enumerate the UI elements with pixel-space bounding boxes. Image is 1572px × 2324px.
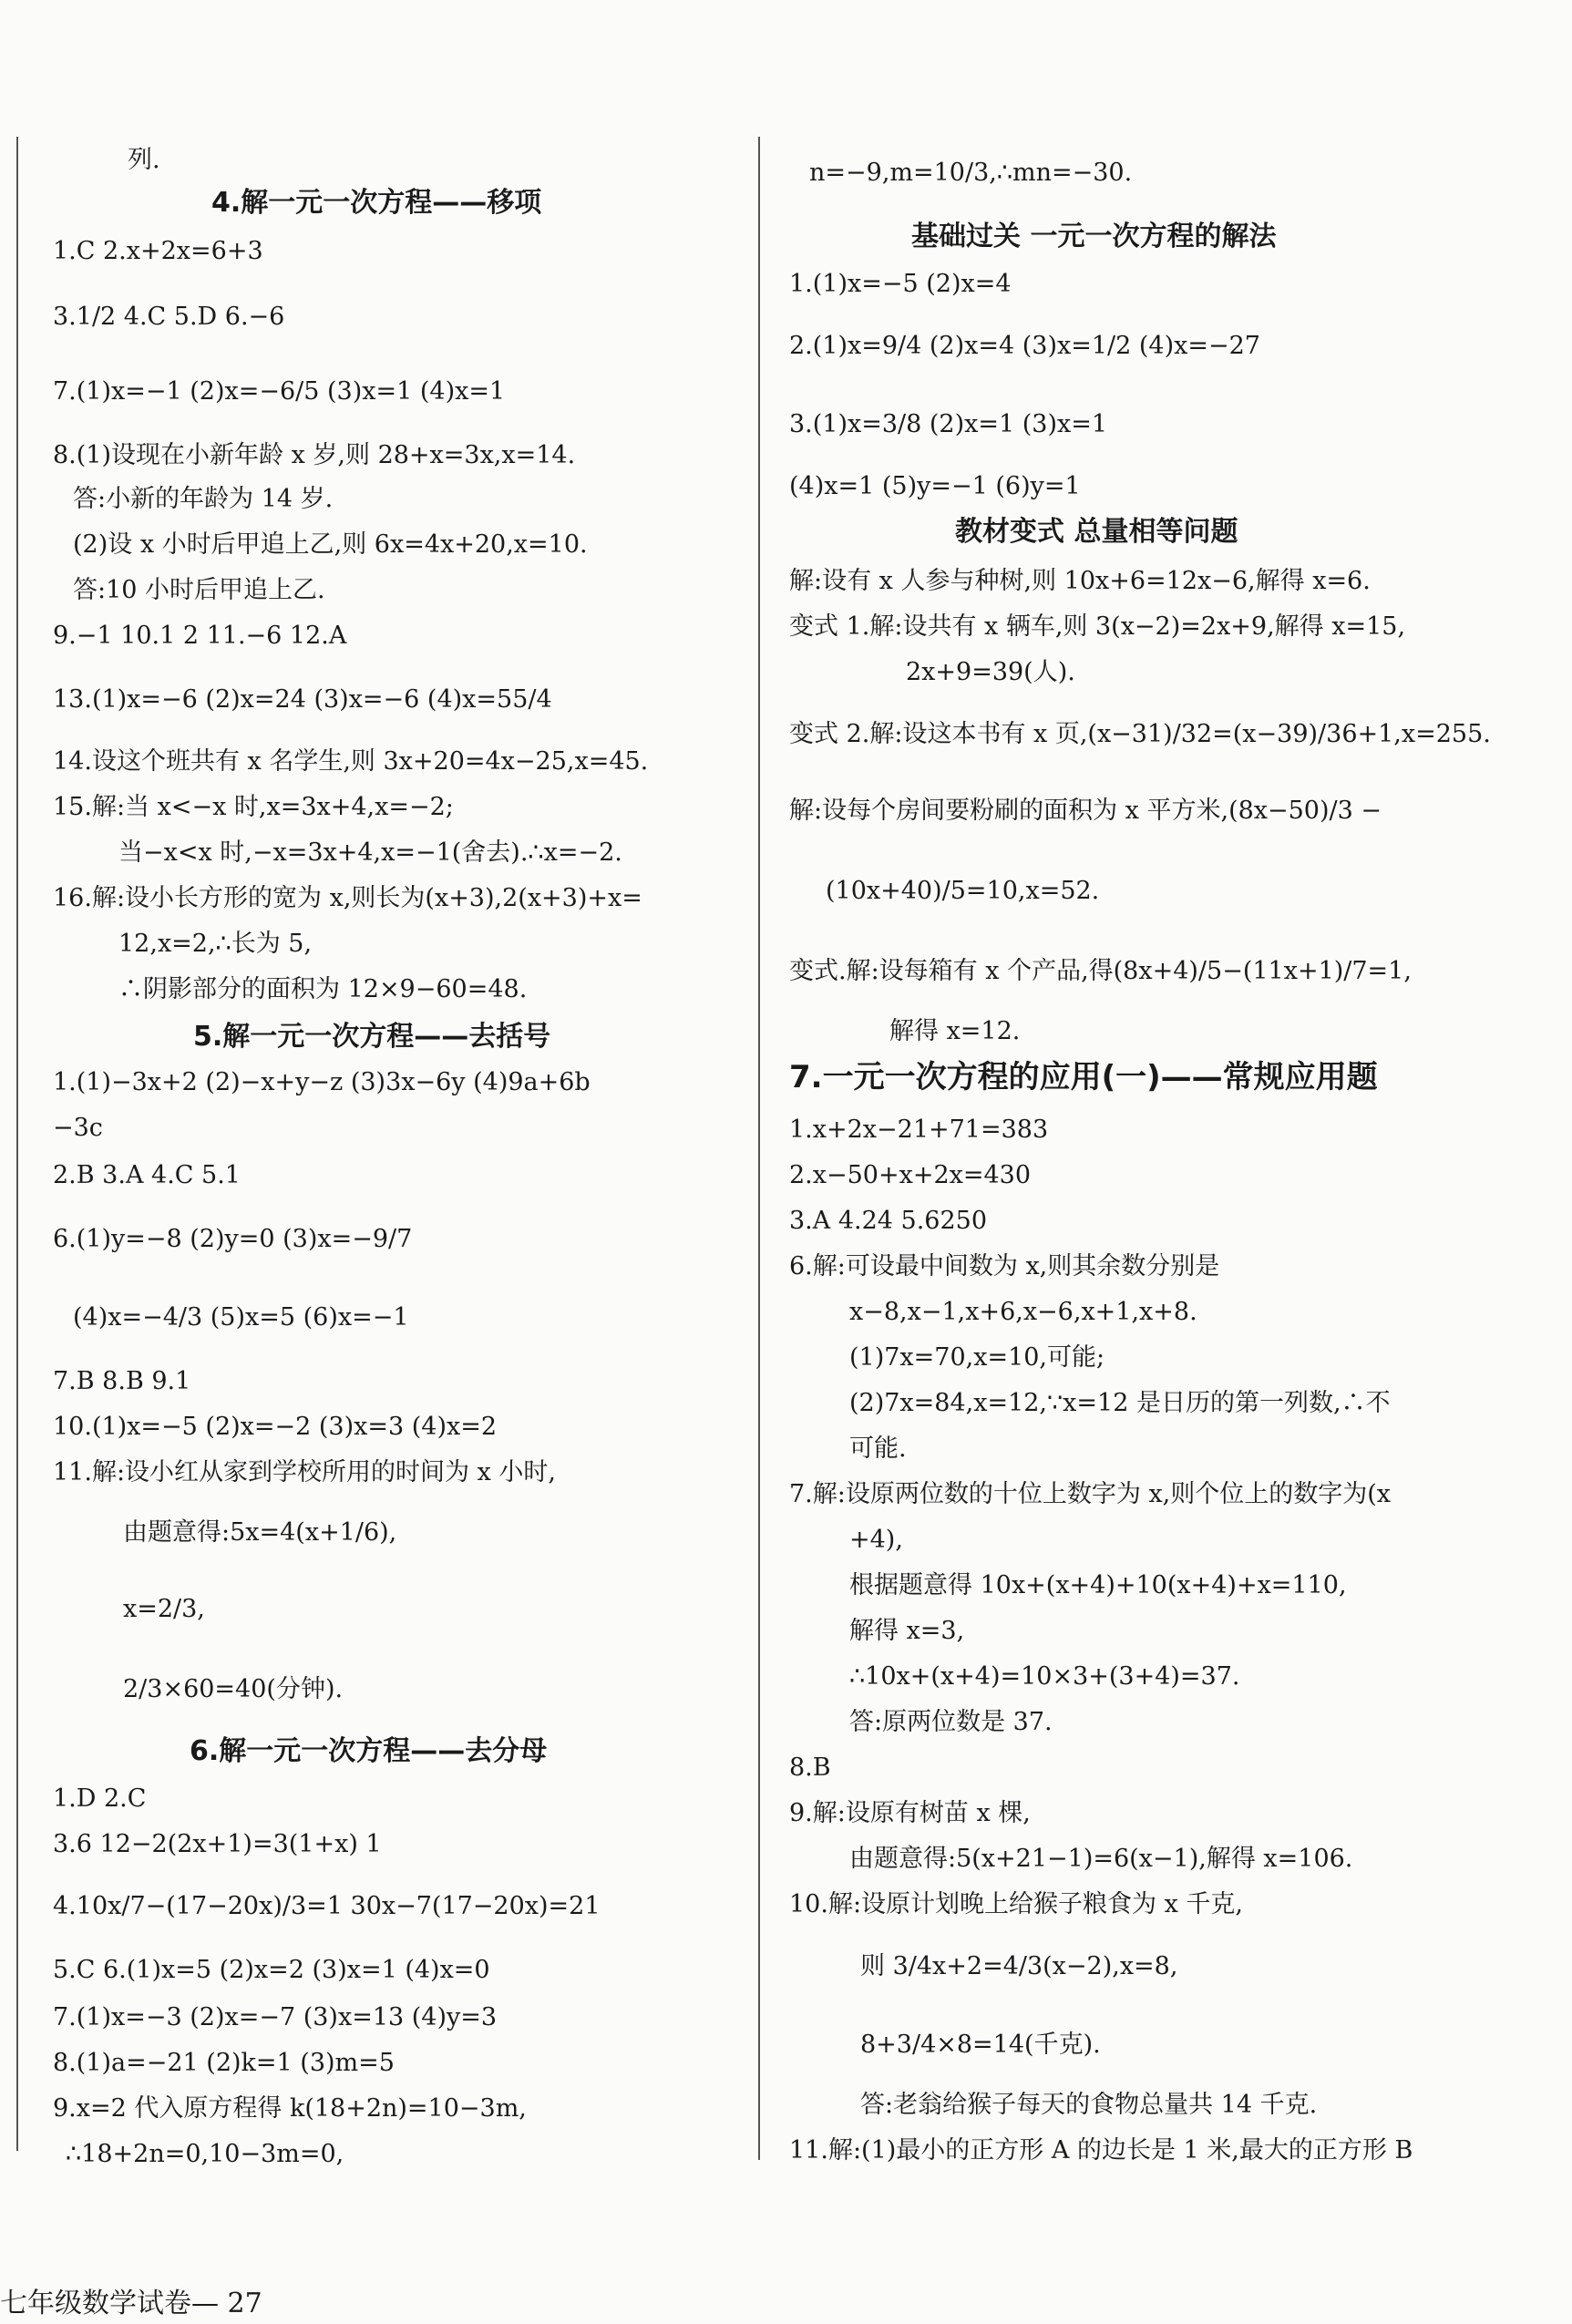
text-line: 9.解:设原有树苗 x 棵,: [789, 1799, 1031, 1827]
text-line: 3.A 4.24 5.6250: [789, 1207, 988, 1235]
text-line: 当−x<x 时,−x=3x+4,x=−1(舍去).∴x=−2.: [118, 838, 622, 867]
text-line: 2.(1)x=9/4 (2)x=4 (3)x=1/2 (4)x=−27: [789, 332, 1260, 360]
text-line: 由题意得:5x=4(x+1/6),: [123, 1518, 397, 1547]
text-line: (4)x=1 (5)y=−1 (6)y=1: [789, 472, 1081, 500]
text-line: 列.: [128, 146, 160, 174]
text-line: ∴10x+(x+4)=10×3+(3+4)=37.: [849, 1662, 1240, 1691]
column-divider: [758, 137, 760, 2160]
text-line: (4)x=−4/3 (5)x=5 (6)x=−1: [73, 1303, 409, 1332]
text-line: ∴18+2n=0,10−3m=0,: [66, 2140, 344, 2168]
section-heading: 7.一元一次方程的应用(一)——常规应用题: [789, 1059, 1378, 1095]
text-line: 则 3/4x+2=4/3(x−2),x=8,: [860, 1952, 1178, 1980]
text-line: 5.C 6.(1)x=5 (2)x=2 (3)x=1 (4)x=0: [53, 1956, 490, 1984]
text-line: 8.(1)设现在小新年龄 x 岁,则 28+x=3x,x=14.: [53, 441, 576, 469]
text-line: 9.x=2 代入原方程得 k(18+2n)=10−3m,: [53, 2094, 527, 2123]
text-line: 1.D 2.C: [53, 1784, 147, 1813]
text-line: 2/3×60=40(分钟).: [123, 1675, 344, 1703]
section-heading: 基础过关 一元一次方程的解法: [911, 221, 1277, 252]
text-line: (2)设 x 小时后甲追上乙,则 6x=4x+20,x=10.: [73, 530, 588, 559]
text-line: 4.10x/7−(17−20x)/3=1 30x−7(17−20x)=21: [53, 1892, 601, 1920]
text-line: 1.C 2.x+2x=6+3: [53, 237, 263, 265]
text-line: 6.(1)y=−8 (2)y=0 (3)x=−9/7: [53, 1225, 413, 1253]
text-line: (10x+40)/5=10,x=52.: [826, 877, 1100, 905]
text-line: 16.解:设小长方形的宽为 x,则长为(x+3),2(x+3)+x=: [53, 884, 642, 912]
text-line: 解:设有 x 人参与种树,则 10x+6=12x−6,解得 x=6.: [789, 567, 1371, 595]
page-footer: 七年级数学试卷— 27: [0, 2288, 262, 2319]
text-line: 13.(1)x=−6 (2)x=24 (3)x=−6 (4)x=55/4: [53, 685, 552, 714]
text-line: 变式 2.解:设这本书有 x 页,(x−31)/32=(x−39)/36+1,x=255.: [789, 720, 1491, 748]
text-line: 答:10 小时后甲追上乙.: [73, 576, 325, 604]
text-line: 11.解:设小红从家到学校所用的时间为 x 小时,: [53, 1458, 557, 1486]
text-line: 可能.: [849, 1435, 907, 1463]
section-heading: 4.解一元一次方程——移项: [211, 187, 542, 219]
text-line: 根据题意得 10x+(x+4)+10(x+4)+x=110,: [849, 1571, 1347, 1599]
text-line: 7.(1)x=−3 (2)x=−7 (3)x=13 (4)y=3: [53, 2003, 498, 2031]
text-line: 7.B 8.B 9.1: [53, 1367, 191, 1395]
left-margin-rule: [16, 137, 18, 2151]
text-line: 6.解:可设最中间数为 x,则其余数分别是: [789, 1252, 1220, 1280]
text-line: 8.B: [789, 1753, 831, 1782]
text-line: n=−9,m=10/3,∴mn=−30.: [809, 159, 1133, 187]
text-line: 答:原两位数是 37.: [849, 1708, 1053, 1736]
text-line: ∴阴影部分的面积为 12×9−60=48.: [118, 975, 528, 1003]
text-line: 10.(1)x=−5 (2)x=−2 (3)x=3 (4)x=2: [53, 1413, 498, 1441]
text-line: x−8,x−1,x+6,x−6,x+1,x+8.: [849, 1298, 1197, 1326]
text-line: (1)7x=70,x=10,可能;: [849, 1343, 1105, 1372]
text-line: 2.x−50+x+2x=430: [789, 1161, 1032, 1189]
text-line: 解得 x=12.: [889, 1017, 1021, 1045]
text-line: 答:小新的年龄为 14 岁.: [73, 485, 334, 513]
text-line: −3c: [53, 1114, 103, 1142]
text-line: 解得 x=3,: [849, 1617, 965, 1645]
text-line: 2.B 3.A 4.C 5.1: [53, 1161, 241, 1189]
text-line: 1.x+2x−21+71=383: [789, 1116, 1049, 1144]
text-line: 1.(1)−3x+2 (2)−x+y−z (3)3x−6y (4)9a+6b: [53, 1068, 591, 1096]
text-line: 2x+9=39(人).: [906, 658, 1075, 686]
text-line: 3.(1)x=3/8 (2)x=1 (3)x=1: [789, 410, 1108, 438]
text-line: 答:老翁给猴子每天的食物总量共 14 千克.: [860, 2091, 1318, 2119]
text-line: 变式 1.解:设共有 x 辆车,则 3(x−2)=2x+9,解得 x=15,: [789, 612, 1406, 641]
text-line: 8.(1)a=−21 (2)k=1 (3)m=5: [53, 2049, 395, 2077]
text-line: 由题意得:5(x+21−1)=6(x−1),解得 x=106.: [849, 1845, 1353, 1873]
text-line: 7.(1)x=−1 (2)x=−6/5 (3)x=1 (4)x=1: [53, 377, 506, 406]
text-line: 11.解:(1)最小的正方形 A 的边长是 1 米,最大的正方形 B: [789, 2136, 1413, 2165]
text-line: 14.设这个班共有 x 名学生,则 3x+20=4x−25,x=45.: [53, 747, 649, 776]
text-line: x=2/3,: [123, 1595, 205, 1623]
text-line: (2)7x=84,x=12,∵x=12 是日历的第一列数,∴不: [849, 1389, 1391, 1417]
text-line: 1.(1)x=−5 (2)x=4: [789, 270, 1012, 298]
text-line: 8+3/4×8=14(千克).: [860, 2031, 1101, 2059]
text-line: 9.−1 10.1 2 11.−6 12.A: [53, 622, 347, 650]
text-line: 12,x=2,∴长为 5,: [118, 930, 313, 958]
text-line: 解:设每个房间要粉刷的面积为 x 平方米,(8x−50)/3 −: [789, 797, 1382, 825]
text-line: 15.解:当 x<−x 时,x=3x+4,x=−2;: [53, 793, 454, 821]
text-line: 7.解:设原两位数的十位上数字为 x,则个位上的数字为(x: [789, 1480, 1392, 1508]
text-line: +4),: [849, 1526, 903, 1554]
text-line: 3.1/2 4.C 5.D 6.−6: [53, 303, 285, 331]
text-line: 变式.解:设每箱有 x 个产品,得(8x+4)/5−(11x+1)/7=1,: [789, 957, 1412, 985]
section-heading: 教材变式 总量相等问题: [955, 516, 1238, 548]
section-heading: 5.解一元一次方程——去括号: [193, 1021, 551, 1053]
text-line: 10.解:设原计划晚上给猴子粮食为 x 千克,: [789, 1890, 1244, 1918]
section-heading: 6.解一元一次方程——去分母: [190, 1735, 548, 1767]
text-line: 3.6 12−2(2x+1)=3(1+x) 1: [53, 1830, 382, 1858]
